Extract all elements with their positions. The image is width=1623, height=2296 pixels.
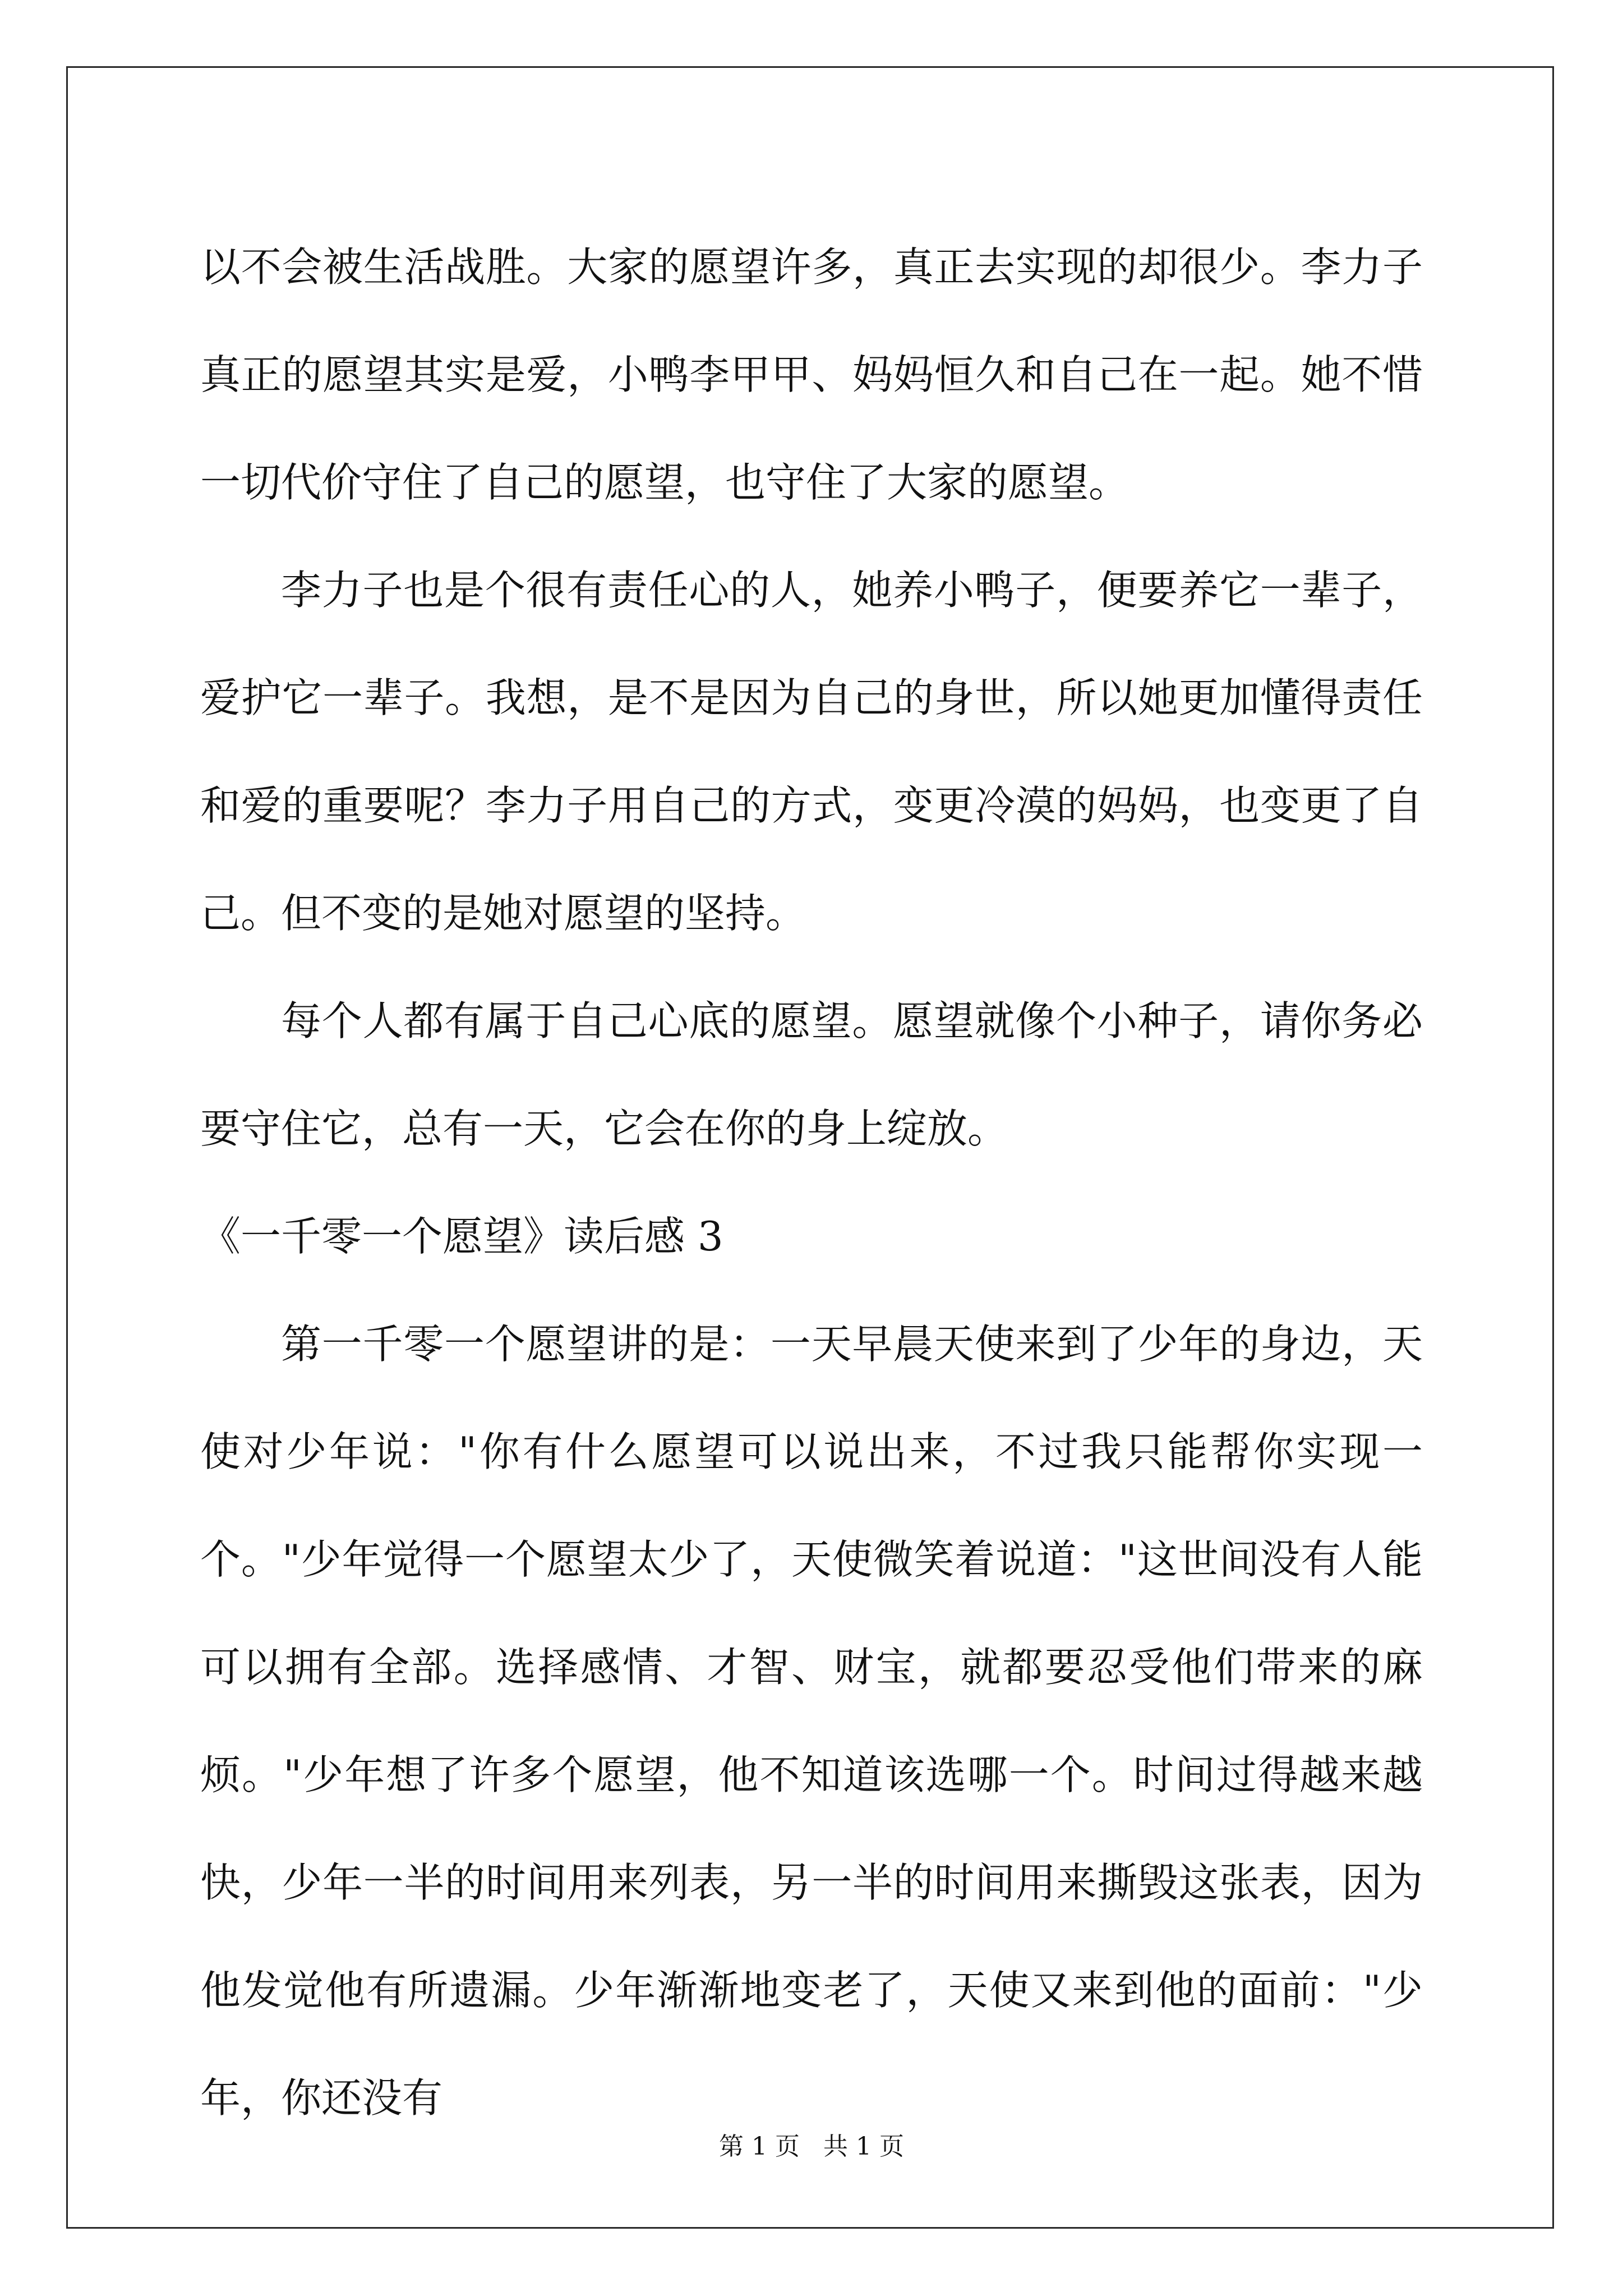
paragraph-4: 第一千零一个愿望讲的是：一天早晨天使来到了少年的身边，天使对少年说："你有什么愿望可以说出来，不过我只能帮你实现一个。"少年觉得一个愿望太少了，天使微笑着说道："这世间没有人能可以拥有全部。选择感情、才智、财宝，就都要忍受他们带来的麻烦。"少年想了许多个愿望，他不知道该选哪一个。时间过得越来越快，少年一半的时间用来列表，另一半的时间用来撕毁这张表，因为他发觉他有所遗漏。少年渐渐地变老了，天使又来到他的面前："少年，你还没有 (200, 1320, 1423, 2122)
section-heading: 《一千零一个愿望》读后感 3 (200, 1213, 723, 1260)
paragraph-3: 每个人都有属于自己心底的愿望。愿望就像个小种子，请你务必要守住它，总有一天，它会在你的身上绽放。 (200, 997, 1423, 1152)
page-footer (0, 2126, 1623, 2162)
page-number-label: 第 1 页 共 1 页 (719, 2132, 904, 2161)
document-body (200, 213, 1423, 2152)
paragraph-2: 李力子也是个很有责任心的人，她养小鸭子，便要养它一辈子，爱护它一辈子。我想，是不是因为自己的身世，所以她更加懂得责任和爱的重要呢？李力子用自己的方式，变更冷漠的妈妈，也变更了自己。但不变的是她对愿望的坚持。 (200, 567, 1423, 937)
paragraph-1: 以不会被生活战胜。大家的愿望许多，真正去实现的却很少。李力子真正的愿望其实是爱，小鸭李甲甲、妈妈恒久和自己在一起。她不惜一切代价守住了自己的愿望，也守住了大家的愿望。 (200, 243, 1423, 506)
